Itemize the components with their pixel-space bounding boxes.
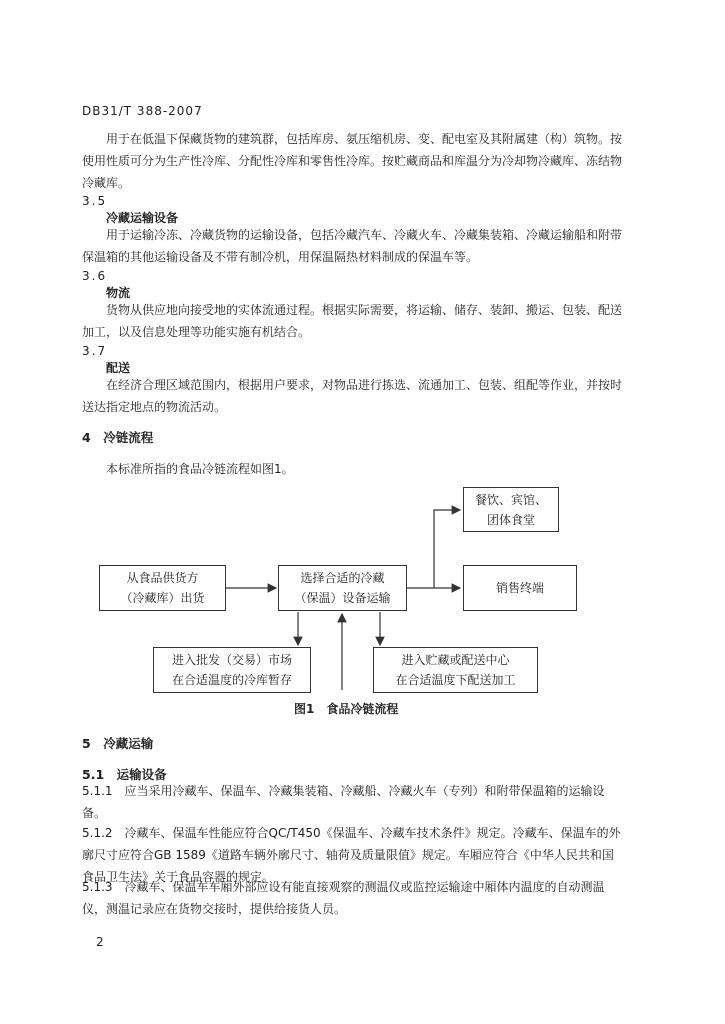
clause-5-1-1: 5.1.1 应当采用冷藏车、保温车、冷藏集装箱、冷藏船、冷藏火车（专列）和附带保温箱的运输设备。 — [82, 784, 605, 820]
section-title-5: 5 冷藏运输 — [82, 736, 154, 751]
flow-box-retail — [463, 565, 577, 611]
flow-box-source-line2: （冷藏库）出货 — [120, 591, 205, 605]
flow-box-catering-line1: 餐饮、宾馆、 — [474, 492, 547, 507]
flow-box-source-line1: 从食品供货方 — [126, 571, 199, 585]
paragraph-flow-intro: 本标准所指的食品冷链流程如图1。 — [106, 462, 294, 476]
flow-box-catering-line2: 团体食堂 — [486, 512, 535, 527]
doc-header-code: DB31/T 388-2007 — [82, 104, 203, 118]
flow-box-wholesale-line1: 进入批发（交易）市场 — [171, 653, 292, 667]
arrow-transport-to-catering — [434, 510, 460, 588]
flow-box-transport-line1: 选择合适的冷藏 — [300, 571, 385, 585]
flow-box-retail-line1: 销售终端 — [495, 581, 544, 595]
figure-caption: 图1 食品冷链流程 — [294, 702, 399, 716]
flow-box-distribution-line2: 在合适温度下配送加工 — [395, 673, 516, 687]
clause-number-3-7: 3.7 — [82, 344, 108, 358]
flow-box-distribution-line1: 进入贮藏或配送中心 — [401, 653, 510, 667]
page-number: 2 — [96, 935, 104, 949]
paragraph-distribution-def: 在经济合理区域范围内，根据用户要求，对物品进行拣选、流通加工、包装、组配等作业，并按时送达指定地点的物流活动。 — [82, 378, 623, 414]
paragraph-cold-transport-def: 用于运输冷冻、冷藏货物的运输设备，包括冷藏汽车、冷藏火车、冷藏集装箱、冷藏运输船和附带保温箱的其他运输设备及不带有制冷机，用保温隔热材料制成的保温车等。 — [82, 228, 623, 264]
flow-box-transport-line2: （保温）设备运输 — [294, 591, 391, 605]
clause-number-3-5: 3.5 — [82, 194, 108, 208]
paragraph-logistics-def: 货物从供应地向接受地的实体流通过程。根据实际需要，将运输、储存、装卸、搬运、包装、配送加工，以及信息处理等功能实施有机结合。 — [82, 303, 623, 339]
flow-box-transport — [278, 565, 407, 611]
clause-5-1-3: 5.1.3 冷藏车、保温车车厢外部应设有能直接观察的测温仪或监控运输途中厢体内温度的自动测温仪，测温记录应在货物交接时，提供给接货人员。 — [82, 880, 605, 916]
term-distribution: 配送 — [106, 361, 131, 375]
clause-5-1-2: 5.1.2 冷藏车、保温车性能应符合QC/T450《保温车、冷藏车技术条件》规定。冷藏车、保温车的外廓尺寸应符合GB 1589《道路车辆外廓尺寸、轴荷及质量限值》规定。车厢应符合《中华人民共和国食品卫生法》关于食品容器的规定。 — [82, 826, 621, 884]
flow-box-catering — [463, 487, 559, 532]
section-title-4: 4 冷链流程 — [82, 430, 154, 445]
flow-box-distribution — [373, 647, 538, 693]
clause-number-3-6: 3.6 — [82, 269, 108, 283]
term-logistics: 物流 — [106, 286, 131, 300]
term-cold-transport-equipment: 冷藏运输设备 — [106, 211, 179, 225]
flow-box-source — [99, 565, 226, 611]
subsection-title-5-1: 5.1 运输设备 — [82, 767, 167, 782]
flow-box-wholesale — [153, 647, 311, 693]
flow-box-wholesale-line2: 在合适温度的冷库暂存 — [171, 673, 292, 687]
paragraph-cold-storage-def: 用于在低温下保藏货物的建筑群，包括库房、氨压缩机房、变、配电室及其附属建（构）筑物。按使用性质可分为生产性冷库、分配性冷库和零售性冷库。按贮藏商品和库温分为冷却物冷藏库、冻结物冷藏库。 — [82, 132, 623, 190]
